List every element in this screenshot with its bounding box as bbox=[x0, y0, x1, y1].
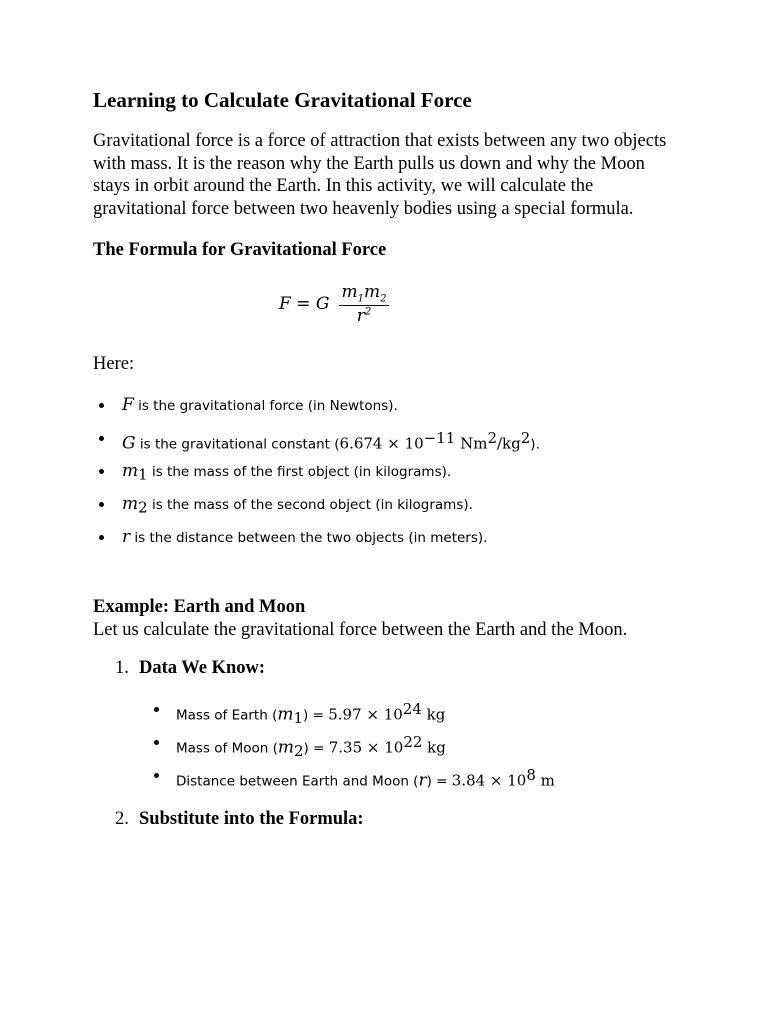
bullet-icon bbox=[99, 535, 104, 540]
list-item: Mass of Earth $(m_1) = 5.97 \times 10^{24}$ kg bbox=[148, 698, 683, 731]
list-item: Mass of Moon $(m_2) = 7.35 \times 10^{22}$ kg bbox=[148, 731, 683, 764]
example-heading: Example: Earth and Moon bbox=[93, 597, 306, 617]
bullet-icon bbox=[99, 469, 104, 474]
list-item: $m_1$ is the mass of the first object (in kilograms). bbox=[93, 460, 683, 493]
page-title: Learning to Calculate Gravitational Force bbox=[93, 88, 472, 112]
list-item: Distance between Earth and Moon $(r) = 3.84 \times 10^8$ m bbox=[148, 764, 683, 797]
formula-denominator: $r^2$ bbox=[356, 306, 372, 327]
definitions-list bbox=[93, 394, 683, 559]
bullet-icon bbox=[154, 707, 159, 712]
gravity-formula bbox=[93, 282, 683, 332]
list-item: r is the distance between the two objects (in meters). bbox=[93, 526, 683, 559]
bullet-icon bbox=[99, 436, 104, 441]
formula-lhs: F = G bbox=[279, 294, 330, 314]
list-item: G is the gravitational constant ($6.674 \times 10^{-11}$ $Nm^2/kg^2$). bbox=[93, 427, 683, 460]
step-2: 2. Substitute into the Formula: bbox=[115, 808, 364, 829]
formula-fraction bbox=[339, 282, 389, 326]
example-paragraph: Let us calculate the gravitational force between the Earth and the Moon. bbox=[93, 620, 628, 640]
bullet-icon bbox=[154, 773, 159, 778]
document-page bbox=[93, 86, 683, 831]
bullet-icon bbox=[99, 403, 104, 408]
data-list bbox=[148, 698, 683, 797]
list-item: F is the gravitational force (in Newtons). bbox=[93, 394, 683, 427]
intro-paragraph: Gravitational force is a force of attraction that exists between any two objects with mass. It is the reason why the Earth pulls us down and why the Moon stays in orbit around the Earth. In this activity, we will calculate the gravitational force between two heavenly bodies using a special formula. bbox=[93, 131, 667, 219]
bullet-icon bbox=[99, 502, 104, 507]
step-1: 1. Data We Know: bbox=[115, 657, 266, 678]
bullet-icon bbox=[154, 740, 159, 745]
here-label: Here: bbox=[93, 354, 135, 374]
formula-numerator: $m_1m_2$ bbox=[339, 282, 389, 306]
formula-heading: The Formula for Gravitational Force bbox=[93, 240, 387, 260]
list-item: $m_2$ is the mass of the second object (in kilograms). bbox=[93, 493, 683, 526]
